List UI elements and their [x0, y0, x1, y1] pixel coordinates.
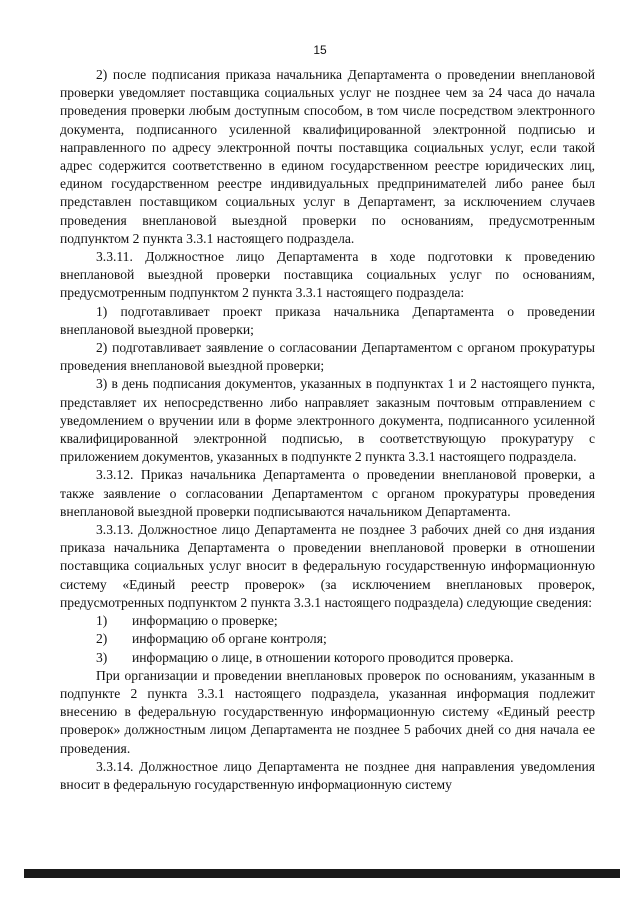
paragraph: 3.3.14. Должностное лицо Департамента не позднее дня направления уведомления вносит в федеральную государственную информационную систему: [60, 758, 595, 792]
paragraph: 3) в день подписания документов, указанных в подпунктах 1 и 2 настоящего пункта, представляет их непосредственно либо направляет заказным почтовым отправлением с уведомлением о вручении или в форме электронного документа, подписанного усиленной квалифицированной электронной подписью, в соответствующую прокуратуру с приложением документов, указанных в подпункте 2 пункта 3.3.1 настоящего подраздела.: [60, 376, 595, 465]
list-item-text: информацию о лице, в отношении которого проводится проверка.: [132, 649, 514, 665]
page-number: 15: [313, 43, 327, 57]
list-item: [60, 612, 595, 630]
scan-border-bar: [24, 869, 620, 878]
list-item-number: 3): [96, 649, 108, 665]
paragraph: При организации и проведении внеплановых проверок по основаниям, указанным в подпункте 2 пункта 3.3.1 настоящего подраздела, указанная информация подлежит внесению в федеральную государственную информационную систему «Единый реестр проверок» должностным лицом Департамента не позднее 5 рабочих дней со дня начала ее проведения.: [60, 667, 595, 756]
document-body: [60, 66, 595, 794]
paragraph: 1) подготавливает проект приказа начальника Департамента о проведении внеплановой выездной проверки;: [60, 303, 595, 337]
paragraph: 3.3.13. Должностное лицо Департамента не позднее 3 рабочих дней со дня издания приказа начальника Департамента о проведении внеплановой проверки в отношении поставщика социальных услуг вносит в федеральную государственную информационную систему «Единый реестр проверок» (за исключением внеплановых проверок, предусмотренных подпунктом 2 пункта 3.3.1 настоящего подраздела) следующие сведения:: [60, 522, 595, 610]
paragraph: 2) после подписания приказа начальника Департамента о проведении внеплановой проверки уведомляет поставщика социальных услуг не позднее чем за 24 часа до начала проведения проверки любым доступным способом, в том числе посредством электронного документа, подписанного усиленной квалифицированной электронной подписью и направленного по адресу электронной почты поставщика социальных услуг, если такой адрес содержится соответственно в едином государственном реестре юридических лиц, едином государственном реестре индивидуальных предпринимателей либо ранее был представлен поставщиком социальных услуг в Департамент, за исключением случаев проведения внеплановой выездной проверки по основаниям, предусмотренным подпунктом 2 пункта 3.3.1 настоящего подраздела.: [60, 67, 595, 246]
list-item-text: информацию об органе контроля;: [132, 631, 327, 647]
list-item-number: 1): [96, 613, 108, 629]
paragraph: 2) подготавливает заявление о согласовании Департаментом с органом прокуратуры проведения внеплановой выездной проверки;: [60, 340, 595, 374]
paragraph: 3.3.11. Должностное лицо Департамента в ходе подготовки к проведению внеплановой выездной проверки поставщика социальных услуг по основаниям, предусмотренным подпунктом 2 пункта 3.3.1 настоящего подраздела:: [60, 249, 595, 301]
paragraph: 3.3.12. Приказ начальника Департамента о проведении внеплановой проверки, а также заявление о согласовании Департаментом с органом прокуратуры проведения внеплановой выездной проверки подписываются начальником Департамента.: [60, 467, 595, 519]
list-item-text: информацию о проверке;: [132, 613, 278, 629]
list-item: [60, 649, 595, 667]
list-item-number: 2): [96, 631, 108, 647]
list-item: [60, 630, 595, 648]
